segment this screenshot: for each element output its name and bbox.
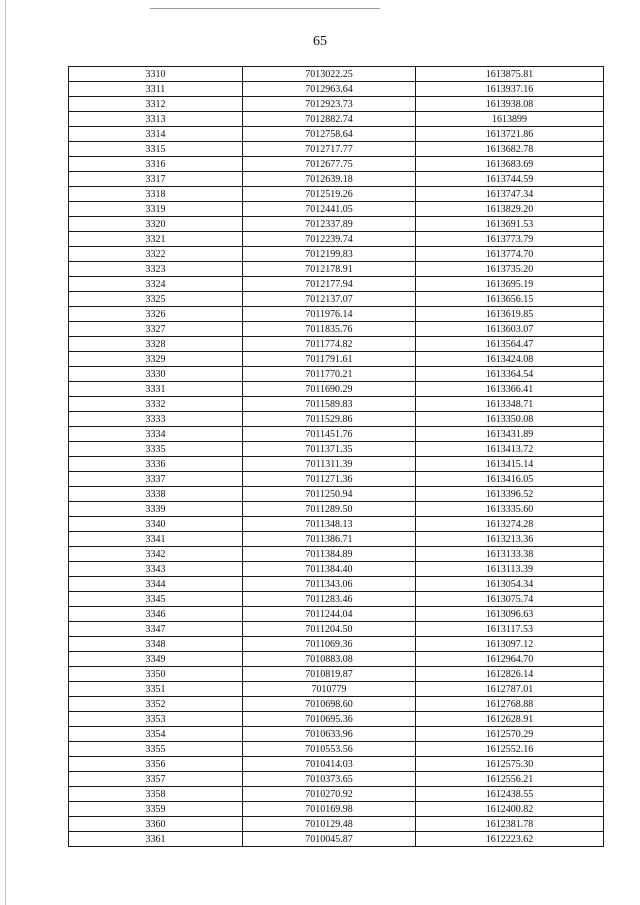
- point-number-cell: 3324: [69, 277, 243, 292]
- y-coordinate-cell: 1613096.63: [416, 607, 604, 622]
- point-number-cell: 3351: [69, 682, 243, 697]
- point-number-cell: 3317: [69, 172, 243, 187]
- point-number-cell: 3338: [69, 487, 243, 502]
- x-coordinate-cell: 7013022.25: [243, 67, 416, 82]
- point-number-cell: 3346: [69, 607, 243, 622]
- x-coordinate-cell: 7011384.89: [243, 547, 416, 562]
- table-row: [69, 802, 604, 817]
- y-coordinate-cell: 1612964.70: [416, 652, 604, 667]
- x-coordinate-cell: 7011343.06: [243, 577, 416, 592]
- table-row: [69, 757, 604, 772]
- y-coordinate-cell: 1612768.88: [416, 697, 604, 712]
- table-row: [69, 262, 604, 277]
- point-number-cell: 3322: [69, 247, 243, 262]
- x-coordinate-cell: 7012758.64: [243, 127, 416, 142]
- table-row: [69, 427, 604, 442]
- x-coordinate-cell: 7011835.76: [243, 322, 416, 337]
- point-number-cell: 3312: [69, 97, 243, 112]
- table-row: [69, 217, 604, 232]
- x-coordinate-cell: 7012882.74: [243, 112, 416, 127]
- point-number-cell: 3349: [69, 652, 243, 667]
- table-row: [69, 337, 604, 352]
- table-row: [69, 697, 604, 712]
- y-coordinate-cell: 1613348.71: [416, 397, 604, 412]
- table-row: [69, 397, 604, 412]
- y-coordinate-cell: 1613424.08: [416, 352, 604, 367]
- y-coordinate-cell: 1613431.89: [416, 427, 604, 442]
- point-number-cell: 3335: [69, 442, 243, 457]
- table-row: [69, 487, 604, 502]
- table-row: [69, 352, 604, 367]
- y-coordinate-cell: 1613097.12: [416, 637, 604, 652]
- point-number-cell: 3315: [69, 142, 243, 157]
- point-number-cell: 3357: [69, 772, 243, 787]
- point-number-cell: 3343: [69, 562, 243, 577]
- table-row: [69, 307, 604, 322]
- y-coordinate-cell: 1613366.41: [416, 382, 604, 397]
- point-number-cell: 3328: [69, 337, 243, 352]
- x-coordinate-cell: 7011774.82: [243, 337, 416, 352]
- y-coordinate-cell: 1613747.34: [416, 187, 604, 202]
- table-row: [69, 637, 604, 652]
- x-coordinate-cell: 7011589.83: [243, 397, 416, 412]
- point-number-cell: 3344: [69, 577, 243, 592]
- point-number-cell: 3334: [69, 427, 243, 442]
- y-coordinate-cell: 1613335.60: [416, 502, 604, 517]
- table-row: [69, 622, 604, 637]
- table-row: [69, 592, 604, 607]
- y-coordinate-cell: 1613603.07: [416, 322, 604, 337]
- point-number-cell: 3345: [69, 592, 243, 607]
- x-coordinate-cell: 7011384.40: [243, 562, 416, 577]
- table-row: [69, 532, 604, 547]
- point-number-cell: 3341: [69, 532, 243, 547]
- point-number-cell: 3314: [69, 127, 243, 142]
- point-number-cell: 3354: [69, 727, 243, 742]
- y-coordinate-cell: 1613213.36: [416, 532, 604, 547]
- point-number-cell: 3339: [69, 502, 243, 517]
- point-number-cell: 3333: [69, 412, 243, 427]
- x-coordinate-cell: 7011791.61: [243, 352, 416, 367]
- x-coordinate-cell: 7012199.83: [243, 247, 416, 262]
- x-coordinate-cell: 7012717.77: [243, 142, 416, 157]
- x-coordinate-cell: 7011244.04: [243, 607, 416, 622]
- table-row: [69, 547, 604, 562]
- x-coordinate-cell: 7012639.18: [243, 172, 416, 187]
- table-row: [69, 562, 604, 577]
- point-number-cell: 3332: [69, 397, 243, 412]
- point-number-cell: 3310: [69, 67, 243, 82]
- x-coordinate-cell: 7010270.92: [243, 787, 416, 802]
- y-coordinate-cell: 1613564.47: [416, 337, 604, 352]
- x-coordinate-cell: 7010698.60: [243, 697, 416, 712]
- x-coordinate-cell: 7010414.03: [243, 757, 416, 772]
- y-coordinate-cell: 1613075.74: [416, 592, 604, 607]
- y-coordinate-cell: 1613829.20: [416, 202, 604, 217]
- table-row: [69, 742, 604, 757]
- point-number-cell: 3326: [69, 307, 243, 322]
- y-coordinate-cell: 1612400.82: [416, 802, 604, 817]
- table-row: [69, 457, 604, 472]
- table-row: [69, 97, 604, 112]
- point-number-cell: 3360: [69, 817, 243, 832]
- point-number-cell: 3356: [69, 757, 243, 772]
- x-coordinate-cell: 7012963.64: [243, 82, 416, 97]
- y-coordinate-cell: 1612575.30: [416, 757, 604, 772]
- x-coordinate-cell: 7011311.39: [243, 457, 416, 472]
- point-number-cell: 3352: [69, 697, 243, 712]
- table-row: [69, 67, 604, 82]
- x-coordinate-cell: 7012137.07: [243, 292, 416, 307]
- point-number-cell: 3320: [69, 217, 243, 232]
- x-coordinate-cell: 7011451.76: [243, 427, 416, 442]
- table-row: [69, 277, 604, 292]
- y-coordinate-cell: 1613416.05: [416, 472, 604, 487]
- x-coordinate-cell: 7012519.26: [243, 187, 416, 202]
- table-row: [69, 577, 604, 592]
- point-number-cell: 3353: [69, 712, 243, 727]
- table-row: [69, 157, 604, 172]
- y-coordinate-cell: 1613875.81: [416, 67, 604, 82]
- table-row: [69, 247, 604, 262]
- y-coordinate-cell: 1613133.38: [416, 547, 604, 562]
- x-coordinate-cell: 7012177.94: [243, 277, 416, 292]
- y-coordinate-cell: 1612787.01: [416, 682, 604, 697]
- y-coordinate-cell: 1612556.21: [416, 772, 604, 787]
- y-coordinate-cell: 1612826.14: [416, 667, 604, 682]
- scan-artifact-line: [150, 8, 380, 9]
- x-coordinate-cell: 7011690.29: [243, 382, 416, 397]
- y-coordinate-cell: 1613774.70: [416, 247, 604, 262]
- y-coordinate-cell: 1613415.14: [416, 457, 604, 472]
- scan-page-edge: [5, 0, 6, 905]
- x-coordinate-cell: 7012441.05: [243, 202, 416, 217]
- table-row: [69, 292, 604, 307]
- page-number: 65: [313, 34, 327, 49]
- x-coordinate-cell: 7010819.87: [243, 667, 416, 682]
- y-coordinate-cell: 1613899: [416, 112, 604, 127]
- point-number-cell: 3348: [69, 637, 243, 652]
- y-coordinate-cell: 1612570.29: [416, 727, 604, 742]
- point-number-cell: 3347: [69, 622, 243, 637]
- x-coordinate-cell: 7011976.14: [243, 307, 416, 322]
- point-number-cell: 3340: [69, 517, 243, 532]
- x-coordinate-cell: 7010169.98: [243, 802, 416, 817]
- point-number-cell: 3355: [69, 742, 243, 757]
- x-coordinate-cell: 7012923.73: [243, 97, 416, 112]
- point-number-cell: 3321: [69, 232, 243, 247]
- point-number-cell: 3316: [69, 157, 243, 172]
- point-number-cell: 3361: [69, 832, 243, 847]
- y-coordinate-cell: 1613054.34: [416, 577, 604, 592]
- y-coordinate-cell: 1613683.69: [416, 157, 604, 172]
- table-row: [69, 187, 604, 202]
- x-coordinate-cell: 7011770.21: [243, 367, 416, 382]
- y-coordinate-cell: 1613364.54: [416, 367, 604, 382]
- table-row: [69, 367, 604, 382]
- x-coordinate-cell: 7010779: [243, 682, 416, 697]
- x-coordinate-cell: 7012239.74: [243, 232, 416, 247]
- point-number-cell: 3313: [69, 112, 243, 127]
- table-row: [69, 832, 604, 847]
- y-coordinate-cell: 1613735.20: [416, 262, 604, 277]
- y-coordinate-cell: 1613691.53: [416, 217, 604, 232]
- point-number-cell: 3329: [69, 352, 243, 367]
- y-coordinate-cell: 1613117.53: [416, 622, 604, 637]
- table-row: [69, 607, 604, 622]
- x-coordinate-cell: 7011289.50: [243, 502, 416, 517]
- table-row: [69, 382, 604, 397]
- table-row: [69, 712, 604, 727]
- x-coordinate-cell: 7010045.87: [243, 832, 416, 847]
- x-coordinate-cell: 7011271.36: [243, 472, 416, 487]
- table-row: [69, 667, 604, 682]
- table-row: [69, 502, 604, 517]
- x-coordinate-cell: 7012677.75: [243, 157, 416, 172]
- table-row: [69, 517, 604, 532]
- x-coordinate-cell: 7011204.50: [243, 622, 416, 637]
- table-row: [69, 202, 604, 217]
- table-row: [69, 412, 604, 427]
- point-number-cell: 3342: [69, 547, 243, 562]
- coordinates-table: [68, 66, 604, 847]
- point-number-cell: 3350: [69, 667, 243, 682]
- table-row: [69, 127, 604, 142]
- y-coordinate-cell: 1613695.19: [416, 277, 604, 292]
- table-row: [69, 727, 604, 742]
- y-coordinate-cell: 1613744.59: [416, 172, 604, 187]
- coordinates-table-body: [69, 67, 604, 847]
- point-number-cell: 3325: [69, 292, 243, 307]
- y-coordinate-cell: 1613413.72: [416, 442, 604, 457]
- table-row: [69, 772, 604, 787]
- point-number-cell: 3318: [69, 187, 243, 202]
- y-coordinate-cell: 1613682.78: [416, 142, 604, 157]
- point-number-cell: 3359: [69, 802, 243, 817]
- point-number-cell: 3319: [69, 202, 243, 217]
- table-row: [69, 682, 604, 697]
- y-coordinate-cell: 1613656.15: [416, 292, 604, 307]
- point-number-cell: 3311: [69, 82, 243, 97]
- y-coordinate-cell: 1613350.08: [416, 412, 604, 427]
- x-coordinate-cell: 7011069.36: [243, 637, 416, 652]
- table-row: [69, 142, 604, 157]
- table-row: [69, 817, 604, 832]
- table-row: [69, 472, 604, 487]
- table-row: [69, 787, 604, 802]
- x-coordinate-cell: 7010695.36: [243, 712, 416, 727]
- x-coordinate-cell: 7012178.91: [243, 262, 416, 277]
- x-coordinate-cell: 7012337.89: [243, 217, 416, 232]
- x-coordinate-cell: 7010129.48: [243, 817, 416, 832]
- x-coordinate-cell: 7010633.96: [243, 727, 416, 742]
- table-row: [69, 232, 604, 247]
- y-coordinate-cell: 1612381.78: [416, 817, 604, 832]
- point-number-cell: 3336: [69, 457, 243, 472]
- y-coordinate-cell: 1613773.79: [416, 232, 604, 247]
- table-row: [69, 442, 604, 457]
- y-coordinate-cell: 1613937.16: [416, 82, 604, 97]
- x-coordinate-cell: 7011283.46: [243, 592, 416, 607]
- x-coordinate-cell: 7011529.86: [243, 412, 416, 427]
- x-coordinate-cell: 7011371.35: [243, 442, 416, 457]
- y-coordinate-cell: 1612223.62: [416, 832, 604, 847]
- y-coordinate-cell: 1613396.52: [416, 487, 604, 502]
- table-row: [69, 652, 604, 667]
- table-row: [69, 112, 604, 127]
- y-coordinate-cell: 1613721.86: [416, 127, 604, 142]
- table-row: [69, 172, 604, 187]
- x-coordinate-cell: 7011250.94: [243, 487, 416, 502]
- y-coordinate-cell: 1612438.55: [416, 787, 604, 802]
- x-coordinate-cell: 7010373.65: [243, 772, 416, 787]
- point-number-cell: 3323: [69, 262, 243, 277]
- table-row: [69, 322, 604, 337]
- y-coordinate-cell: 1613619.85: [416, 307, 604, 322]
- y-coordinate-cell: 1613274.28: [416, 517, 604, 532]
- table-row: [69, 82, 604, 97]
- point-number-cell: 3330: [69, 367, 243, 382]
- x-coordinate-cell: 7011386.71: [243, 532, 416, 547]
- y-coordinate-cell: 1612628.91: [416, 712, 604, 727]
- point-number-cell: 3331: [69, 382, 243, 397]
- point-number-cell: 3358: [69, 787, 243, 802]
- point-number-cell: 3327: [69, 322, 243, 337]
- point-number-cell: 3337: [69, 472, 243, 487]
- y-coordinate-cell: 1613938.08: [416, 97, 604, 112]
- x-coordinate-cell: 7010553.56: [243, 742, 416, 757]
- x-coordinate-cell: 7010883.08: [243, 652, 416, 667]
- y-coordinate-cell: 1613113.39: [416, 562, 604, 577]
- x-coordinate-cell: 7011348.13: [243, 517, 416, 532]
- y-coordinate-cell: 1612552.16: [416, 742, 604, 757]
